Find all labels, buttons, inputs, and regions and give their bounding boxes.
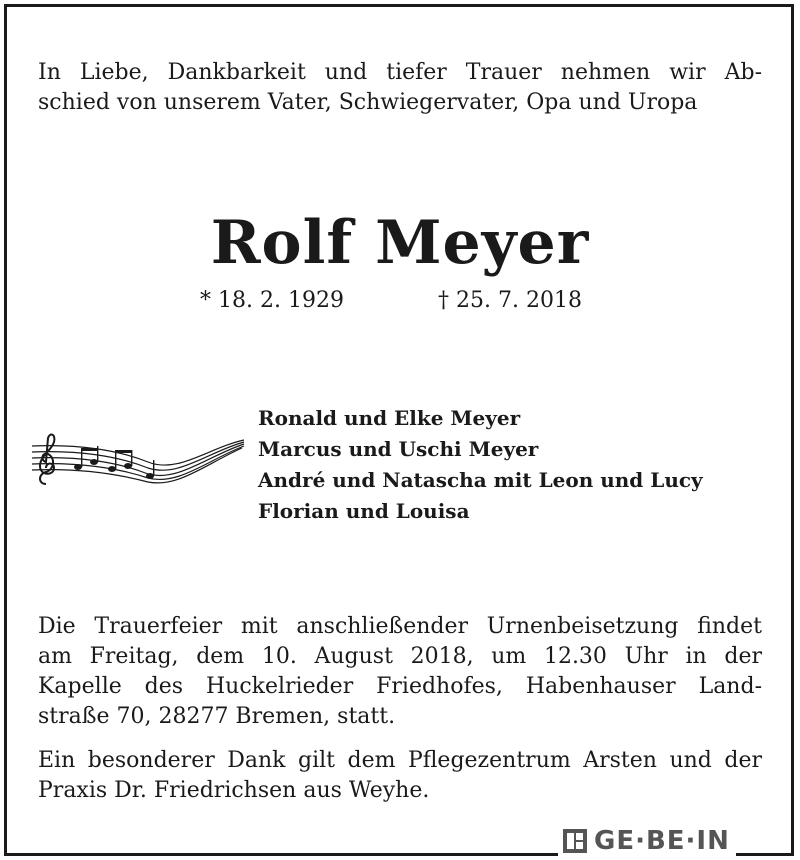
logo-text: GE·BE·IN xyxy=(594,826,730,856)
intro-line-2: schied von unserem Vater, Schwiegervater, Opa und Uropa xyxy=(38,90,698,115)
birth-date: * 18. 2. 1929 xyxy=(200,288,344,313)
intro-line-1: In Liebe, Dankbarkeit und tiefer Trauer nehmen wir Ab- xyxy=(38,60,762,85)
logo-mark-icon xyxy=(562,828,588,854)
publisher-logo xyxy=(558,826,736,856)
death-date: † 25. 7. 2018 xyxy=(438,288,582,313)
family-list xyxy=(258,403,703,527)
thanks-line-1: Ein besonderer Dank gilt dem Pflegezentrum Arsten und der xyxy=(38,748,762,773)
family-member: Marcus und Uschi Meyer xyxy=(258,437,539,461)
ceremony-text xyxy=(38,612,762,732)
thanks-line-2: Praxis Dr. Friedrichsen aus Weyhe. xyxy=(38,778,430,803)
ceremony-line-1: Die Trauerfeier mit anschließender Urnenbeisetzung findet xyxy=(38,614,762,639)
family-member: André und Natascha mit Leon und Lucy xyxy=(258,468,703,492)
ceremony-line-4: straße 70, 28277 Bremen, statt. xyxy=(38,704,396,729)
family-member: Ronald und Elke Meyer xyxy=(258,406,521,430)
deceased-name: Rolf Meyer xyxy=(210,208,590,278)
thanks-text xyxy=(38,746,762,806)
ceremony-line-2: am Freitag, dem 10. August 2018, um 12.30 Uhr in der xyxy=(38,644,762,669)
ceremony-line-3: Kapelle des Huckelrieder Friedhofes, Habenhauser Land- xyxy=(38,674,762,699)
intro-text xyxy=(38,58,762,118)
family-member: Florian und Louisa xyxy=(258,499,470,523)
music-notes-icon xyxy=(28,428,248,492)
